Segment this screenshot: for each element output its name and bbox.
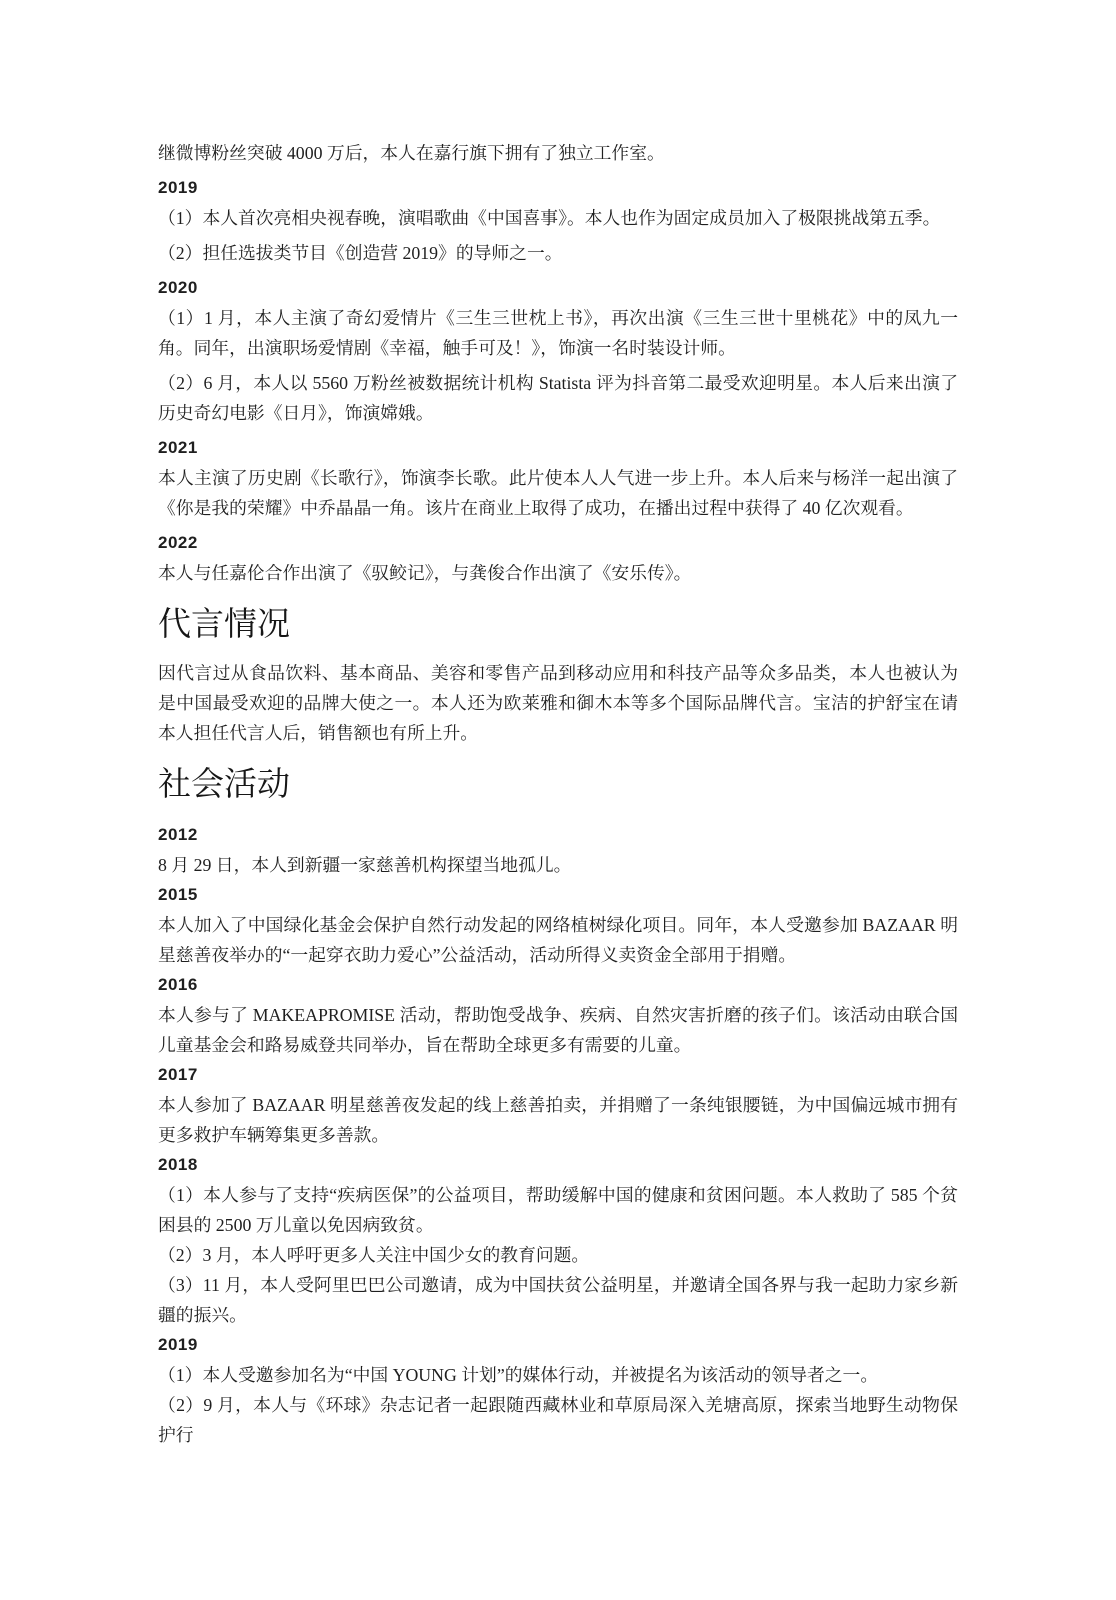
social-year-2017: 2017: [158, 1065, 198, 1084]
career-year-2022: 2022: [158, 533, 198, 552]
social-2019-item-2: （2）9 月，本人与《环球》杂志记者一起跟随西藏林业和草原局深入羌塘高原，探索当地野生动物保护行: [158, 1395, 958, 1445]
social-year-2016: 2016: [158, 975, 198, 994]
social-2017-item-1: 本人参加了 BAZAAR 明星慈善夜发起的线上慈善拍卖，并捐赠了一条纯银腰链，为中国偏远城市拥有更多救护车辆筹集更多善款。: [158, 1095, 958, 1145]
social-2018-item-1: （1）本人参与了支持“疾病医保”的公益项目，帮助缓解中国的健康和贫困问题。本人救助了 585 个贫困县的 2500 万儿童以免因病致贫。: [158, 1185, 958, 1235]
social-2018-item-2: （2）3 月，本人呼吁更多人关注中国少女的教育问题。: [158, 1245, 590, 1265]
endorsements-section-heading: 代言情况: [158, 607, 290, 643]
social-2018-item-3: （3）11 月，本人受阿里巴巴公司邀请，成为中国扶贫公益明星，并邀请全国各界与我一起助力家乡新疆的振兴。: [158, 1275, 958, 1325]
social-year-2018: 2018: [158, 1155, 198, 1174]
career-year-2020: 2020: [158, 278, 198, 297]
social-2015-item-1: 本人加入了中国绿化基金会保护自然行动发起的网络植树绿化项目。同年，本人受邀参加 BAZAAR 明星慈善夜举办的“一起穿衣助力爱心”公益活动，活动所得义卖资金全部用于捐赠。: [158, 915, 958, 965]
endorsements-paragraph: 因代言过从食品饮料、基本商品、美容和零售产品到移动应用和科技产品等众多品类，本人也被认为是中国最受欢迎的品牌大使之一。本人还为欧莱雅和御木本等多个国际品牌代言。宝洁的护舒宝在请本人担任代言人后，销售额也有所上升。: [158, 663, 958, 743]
career-2019-item-1: （1）本人首次亮相央视春晚，演唱歌曲《中国喜事》。本人也作为固定成员加入了极限挑战第五季。: [158, 208, 941, 228]
career-year-2019: 2019: [158, 178, 198, 197]
career-2020-item-1: （1）1 月，本人主演了奇幻爱情片《三生三世枕上书》，再次出演《三生三世十里桃花》中的凤九一角。同年，出演职场爱情剧《幸福，触手可及！》，饰演一名时装设计师。: [158, 308, 958, 358]
social-2016-item-1: 本人参与了 MAKEAPROMISE 活动，帮助饱受战争、疾病、自然灾害折磨的孩子们。该活动由联合国儿童基金会和路易威登共同举办，旨在帮助全球更多有需要的儿童。: [158, 1005, 958, 1055]
social-activities-section-heading: 社会活动: [158, 767, 290, 803]
career-year-2021: 2021: [158, 438, 198, 457]
social-2012-item-1: 8 月 29 日，本人到新疆一家慈善机构探望当地孤儿。: [158, 855, 572, 875]
social-2019-item-1: （1）本人受邀参加名为“中国 YOUNG 计划”的媒体行动，并被提名为该活动的领导者之一。: [158, 1365, 879, 1385]
career-2021-item-1: 本人主演了历史剧《长歌行》，饰演李长歌。此片使本人人气进一步上升。本人后来与杨洋一起出演了《你是我的荣耀》中乔晶晶一角。该片在商业上取得了成功，在播出过程中获得了 40 亿次观看。: [158, 468, 958, 518]
career-2020-item-2: （2）6 月，本人以 5560 万粉丝被数据统计机构 Statista 评为抖音第二最受欢迎明星。本人后来出演了历史奇幻电影《日月》，饰演嫦娥。: [158, 373, 958, 423]
social-activities-list: [158, 820, 958, 1450]
social-year-2015: 2015: [158, 885, 198, 904]
document-content: [158, 138, 958, 1450]
social-year-2012: 2012: [158, 825, 198, 844]
career-2022-item-1: 本人与任嘉伦合作出演了《驭鲛记》，与龚俊合作出演了《安乐传》。: [158, 563, 692, 583]
career-2019-item-2: （2）担任选拔类节目《创造营 2019》的导师之一。: [158, 243, 563, 263]
social-year-2019: 2019: [158, 1335, 198, 1354]
career-intro-paragraph: 继微博粉丝突破 4000 万后，本人在嘉行旗下拥有了独立工作室。: [158, 143, 665, 163]
